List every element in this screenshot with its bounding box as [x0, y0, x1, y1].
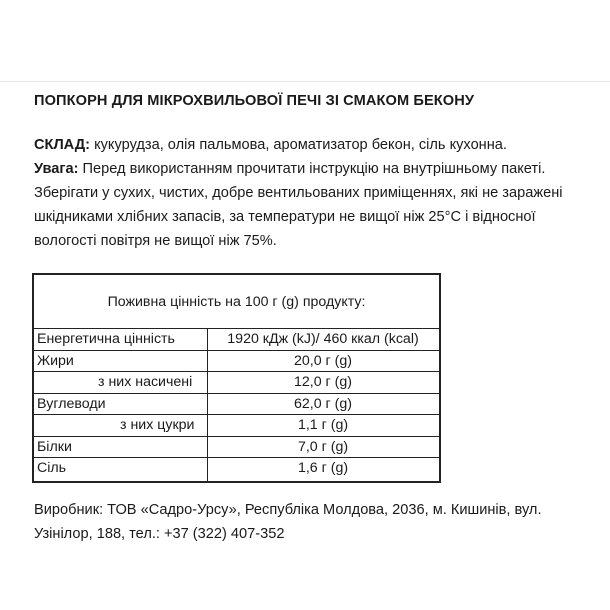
nutrition-header: Поживна цінність на 100 г (g) продукту:	[34, 275, 439, 329]
row-label: Енергетична цінність	[37, 331, 175, 347]
row-label: Жири	[37, 352, 74, 369]
row-value: 62,0 г (g)	[293, 395, 352, 412]
divider-line	[0, 81, 610, 82]
composition-line	[34, 133, 594, 157]
warning-label: Увага:	[34, 161, 79, 177]
table-row	[34, 458, 439, 480]
row-value: 12,0 г (g)	[293, 374, 352, 390]
composition-text: кукурудза, олія пальмова, ароматизатор бекон, сіль кухонна.	[90, 137, 507, 153]
table-row	[34, 415, 439, 437]
row-label: Вуглеводи	[37, 395, 106, 412]
storage-line: вологості повітря не вищої ніж 75%.	[34, 233, 277, 249]
warning-line	[34, 157, 594, 181]
producer-line: Виробник: ТОВ «Садро-Урсу», Республіка Молдова, 2036, м. Кишинів, вул.	[34, 502, 542, 518]
product-title: ПОПКОРН ДЛЯ МІКРОХВИЛЬОВОЇ ПЕЧІ ЗІ СМАКОМ БЕКОНУ	[34, 93, 475, 109]
row-label: з них насичені	[98, 374, 193, 390]
table-row	[34, 372, 439, 394]
warning-text: Перед використанням прочитати інструкцію на внутрішньому пакеті.	[78, 161, 546, 177]
table-row	[34, 394, 439, 416]
row-value: 7,0 г (g)	[297, 438, 349, 455]
table-row	[34, 437, 439, 459]
producer-line: Узінілор, 188, тел.: +37 (322) 407-352	[34, 526, 285, 542]
row-label: Білки	[37, 438, 72, 455]
table-row	[34, 329, 439, 351]
row-label: з них цукри	[120, 417, 195, 433]
label-text-block	[34, 133, 594, 253]
row-label: Сіль	[37, 460, 67, 476]
row-value: 20,0 г (g)	[293, 352, 352, 369]
producer-info	[34, 498, 594, 546]
storage-line: Зберігати у сухих, чистих, добре вентильованих приміщеннях, які не заражені	[34, 185, 563, 201]
nutrition-table	[32, 273, 441, 483]
row-value: 1920 кДж (kJ)/ 460 ккал (kcal)	[227, 331, 419, 347]
composition-label: СКЛАД:	[34, 137, 91, 153]
table-row	[34, 351, 439, 373]
row-value: 1,1 г (g)	[297, 417, 349, 433]
storage-line: шкідниками хлібних запасів, за температури не вищої ніж 25°С і відносної	[34, 209, 536, 225]
row-value: 1,6 г (g)	[297, 460, 349, 476]
